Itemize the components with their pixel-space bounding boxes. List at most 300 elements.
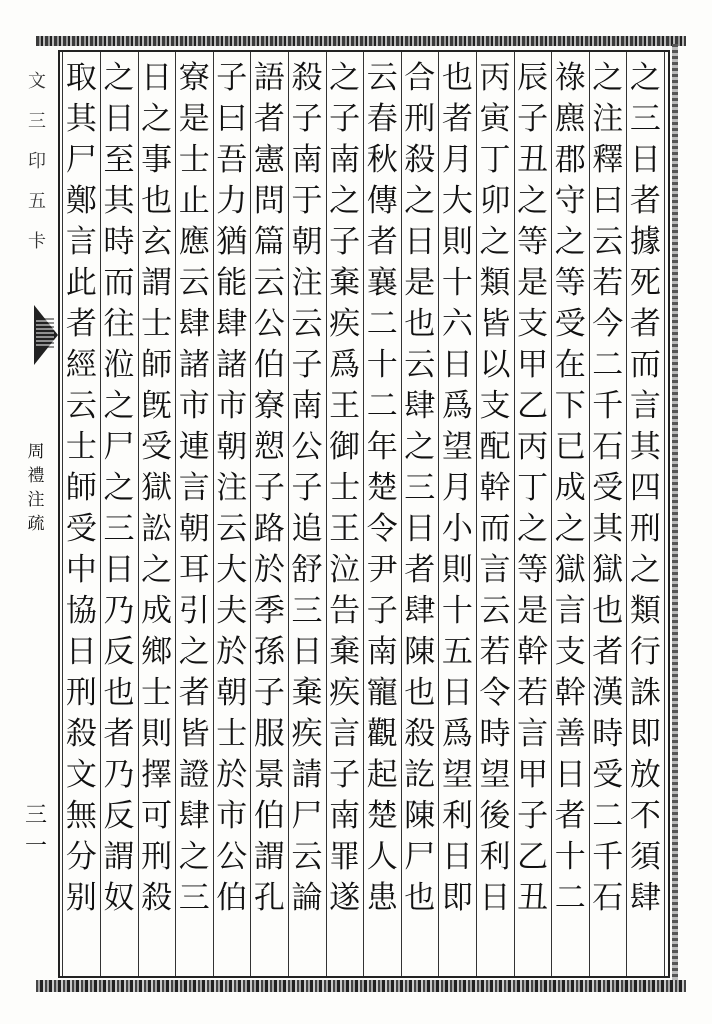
glyph: 泣 [329,552,361,588]
glyph: 丁 [517,470,549,506]
glyph: 南 [291,388,323,424]
glyph: 云 [366,60,398,96]
glyph: 云 [291,839,323,875]
glyph: 謂 [103,839,135,875]
glyph: 三 [103,511,135,547]
text-column [61,58,101,919]
glyph: 後 [479,798,511,834]
text-column [174,58,214,919]
glyph: 曰 [592,183,624,219]
glyph: 是 [517,265,549,301]
glyph: 子 [329,757,361,793]
glyph: 刑 [65,675,97,711]
glyph: 季 [253,593,285,629]
glyph: 棄 [291,675,323,711]
glyph: 而 [103,265,135,301]
glyph: 日 [479,880,511,916]
glyph: 尸 [65,142,97,178]
glyph: 者 [592,634,624,670]
glyph: 在 [554,347,586,383]
glyph: 語 [253,60,285,96]
text-column [475,58,515,919]
glyph: 中 [65,552,97,588]
right-border-band [672,44,678,984]
glyph: 於 [253,552,285,588]
glyph: 成 [554,470,586,506]
glyph: 子 [291,101,323,137]
glyph: 反 [103,634,135,670]
glyph: 時 [103,224,135,260]
glyph: 受 [592,757,624,793]
glyph: 取 [65,60,97,96]
glyph: 朝 [216,675,248,711]
glyph: 甲 [517,757,549,793]
glyph: 注 [592,101,624,137]
glyph: 祿 [554,60,586,96]
text-column [137,58,177,919]
glyph: 伯 [216,880,248,916]
glyph: 日 [404,224,436,260]
glyph: 大 [441,183,473,219]
glyph: 其 [103,183,135,219]
glyph: 乃 [103,593,135,629]
glyph: 善 [554,716,586,752]
glyph: 也 [404,675,436,711]
glyph: 三 [629,101,661,137]
glyph: 夫 [216,593,248,629]
glyph: 楚 [366,798,398,834]
glyph: 追 [291,511,323,547]
glyph: 止 [178,183,210,219]
glyph: 支 [517,306,549,342]
glyph: 丁 [479,142,511,178]
glyph: 獄 [592,552,624,588]
glyph: 受 [592,470,624,506]
glyph: 二 [592,798,624,834]
glyph: 楚 [366,470,398,506]
glyph: 幹 [479,470,511,506]
glyph: 之 [404,429,436,465]
glyph: 日 [141,60,173,96]
glyph: 鄉 [141,634,173,670]
fish-tail-hatch [36,318,54,348]
glyph: 諸 [216,347,248,383]
glyph: 千 [592,388,624,424]
glyph: 問 [253,183,285,219]
glyph: 子 [329,224,361,260]
glyph: 朝 [216,429,248,465]
glyph: 肆 [178,306,210,342]
glyph: 大 [216,552,248,588]
glyph: 十 [554,839,586,875]
glyph: 之 [479,224,511,260]
glyph: 寅 [479,101,511,137]
glyph: 守 [554,183,586,219]
glyph: 月 [441,470,473,506]
glyph: 年 [366,429,398,465]
glyph: 王 [329,511,361,547]
glyph: 三 [178,880,210,916]
glyph: 之 [329,183,361,219]
glyph: 皆 [479,306,511,342]
glyph: 云 [479,593,511,629]
glyph: 支 [479,388,511,424]
glyph: 二 [554,880,586,916]
glyph: 者 [629,306,661,342]
glyph: 也 [441,60,473,96]
glyph: 之 [141,101,173,137]
glyph: 訟 [141,511,173,547]
glyph: 日 [441,839,473,875]
glyph: 丙 [479,60,511,96]
glyph: 孫 [253,634,285,670]
glyph: 肆 [216,306,248,342]
glyph: 之 [329,60,361,96]
glyph: 曰 [216,101,248,137]
spine-title [22,440,50,536]
glyph: 引 [178,593,210,629]
glyph: 幹 [554,675,586,711]
glyph: 注 [216,470,248,506]
glyph: 也 [404,306,436,342]
glyph: 謂 [253,839,285,875]
glyph: 尸 [103,429,135,465]
glyph: 千 [592,839,624,875]
glyph: 注 [291,265,323,301]
glyph: 秋 [366,142,398,178]
glyph: 協 [65,593,97,629]
glyph: 士 [141,306,173,342]
glyph: 南 [291,142,323,178]
glyph: 疾 [329,306,361,342]
glyph: 其 [592,511,624,547]
glyph: 論 [291,880,323,916]
glyph: 類 [479,265,511,301]
glyph: 景 [253,757,285,793]
glyph: 經 [65,347,97,383]
glyph: 云 [178,265,210,301]
glyph: 丙 [517,429,549,465]
glyph: 陳 [404,634,436,670]
glyph: 者 [441,101,473,137]
glyph: 謂 [141,265,173,301]
margin-left-glyphs [24,62,50,262]
glyph: 下 [554,388,586,424]
glyph: 三 [291,593,323,629]
glyph: 其 [65,101,97,137]
glyph: 諸 [178,347,210,383]
glyph: 於 [216,634,248,670]
text-column [249,58,289,919]
glyph: 子 [329,101,361,137]
glyph: 言 [629,388,661,424]
glyph: 受 [554,306,586,342]
glyph: 師 [65,470,97,506]
glyph: 寵 [366,675,398,711]
glyph: 之 [554,511,586,547]
glyph: 殺 [291,60,323,96]
glyph: 三 [404,470,436,506]
glyph: 合 [404,60,436,96]
glyph: 云 [65,388,97,424]
glyph: 至 [103,142,135,178]
glyph: 日 [103,552,135,588]
glyph: 也 [103,675,135,711]
glyph: 漢 [592,675,624,711]
glyph: 于 [291,183,323,219]
text-column [99,58,139,919]
glyph: 文 [65,757,97,793]
glyph: 市 [216,388,248,424]
glyph: 則 [141,716,173,752]
glyph: 已 [554,429,586,465]
glyph: 憲 [253,142,285,178]
glyph: 若 [517,675,549,711]
glyph: 患 [366,880,398,916]
glyph: 之 [629,552,661,588]
glyph: 六 [441,306,473,342]
glyph: 鄭 [65,183,97,219]
glyph: 若 [479,634,511,670]
glyph: 肆 [178,798,210,834]
glyph: 子 [291,470,323,506]
glyph: 不 [629,798,661,834]
glyph: 乙 [517,388,549,424]
glyph: 石 [592,880,624,916]
glyph: 日 [65,634,97,670]
glyph: 應 [178,224,210,260]
glyph: 襄 [366,265,398,301]
glyph: 時 [479,716,511,752]
glyph: 子 [366,593,398,629]
glyph: 四 [629,470,661,506]
glyph: 放 [629,757,661,793]
glyph: 請 [291,757,323,793]
glyph: 市 [216,798,248,834]
glyph: 南 [329,142,361,178]
glyph: 傳 [366,183,398,219]
glyph: 石 [592,429,624,465]
glyph: 丑 [517,880,549,916]
glyph: 公 [216,839,248,875]
glyph: 起 [366,757,398,793]
glyph: 也 [592,593,624,629]
glyph: 日 [404,511,436,547]
text-column [437,58,477,919]
glyph: 而 [629,347,661,383]
margin-glyph: 文 [28,71,46,92]
glyph: 南 [329,798,361,834]
glyph: 力 [216,183,248,219]
glyph: 子 [253,675,285,711]
glyph: 南 [366,634,398,670]
glyph: 子 [517,798,549,834]
glyph: 行 [629,634,661,670]
glyph: 肆 [404,388,436,424]
glyph: 公 [291,429,323,465]
glyph: 此 [65,265,97,301]
glyph: 郡 [554,142,586,178]
glyph: 日 [554,757,586,793]
margin-glyph: 五 [28,191,46,212]
glyph: 殺 [404,142,436,178]
glyph: 奴 [103,880,135,916]
glyph: 舒 [291,552,323,588]
glyph: 爲 [329,347,361,383]
glyph: 士 [141,675,173,711]
glyph: 告 [329,593,361,629]
glyph: 孔 [253,880,285,916]
glyph: 是 [404,265,436,301]
margin-glyph: 周 [27,442,45,462]
glyph: 能 [216,265,248,301]
glyph: 以 [479,347,511,383]
glyph: 受 [65,511,97,547]
glyph: 則 [441,224,473,260]
glyph: 言 [329,716,361,752]
glyph: 幹 [517,634,549,670]
glyph: 獄 [141,470,173,506]
glyph: 之 [404,183,436,219]
glyph: 死 [629,265,661,301]
glyph: 王 [329,388,361,424]
glyph: 子 [216,60,248,96]
glyph: 支 [554,634,586,670]
glyph: 等 [517,224,549,260]
margin-glyph: 疏 [27,514,45,534]
glyph: 殺 [404,716,436,752]
glyph: 士 [178,142,210,178]
glyph: 是 [178,101,210,137]
margin-glyph: 卡 [28,231,46,252]
glyph: 殺 [65,716,97,752]
glyph: 朝 [178,511,210,547]
glyph: 卯 [479,183,511,219]
glyph: 肆 [404,593,436,629]
glyph: 令 [479,675,511,711]
glyph: 愬 [253,429,285,465]
glyph: 乙 [517,839,549,875]
text-column [287,58,327,919]
glyph: 即 [629,716,661,752]
glyph: 市 [178,388,210,424]
glyph: 云 [592,224,624,260]
glyph: 罪 [329,839,361,875]
page-number: 三一 [24,803,47,859]
glyph: 月 [441,142,473,178]
text-column [362,58,402,919]
glyph: 者 [178,675,210,711]
glyph: 二 [366,388,398,424]
glyph: 而 [479,511,511,547]
glyph: 辰 [517,60,549,96]
glyph: 肆 [629,880,661,916]
glyph: 則 [441,552,473,588]
text-column [325,58,365,919]
glyph: 皆 [178,716,210,752]
text-column [550,58,590,919]
glyph: 於 [216,757,248,793]
glyph: 誅 [629,675,661,711]
glyph: 别 [65,880,97,916]
glyph: 爲 [441,716,473,752]
glyph: 即 [441,880,473,916]
glyph: 子 [253,470,285,506]
glyph: 棄 [329,265,361,301]
glyph: 遂 [329,880,361,916]
glyph: 涖 [103,347,135,383]
glyph: 刑 [404,101,436,137]
glyph: 麃 [554,101,586,137]
glyph: 云 [253,265,285,301]
glyph: 之 [103,470,135,506]
glyph: 者 [103,716,135,752]
text-column [625,58,665,919]
glyph: 日 [291,634,323,670]
glyph: 二 [366,306,398,342]
glyph: 連 [178,429,210,465]
glyph: 士 [65,429,97,465]
glyph: 路 [253,511,285,547]
glyph: 據 [629,224,661,260]
glyph: 言 [65,224,97,260]
glyph: 若 [592,265,624,301]
glyph: 公 [253,306,285,342]
glyph: 之 [629,60,661,96]
glyph: 疾 [291,716,323,752]
glyph: 小 [441,511,473,547]
glyph: 五 [441,634,473,670]
glyph: 之 [517,511,549,547]
glyph: 擇 [141,757,173,793]
glyph: 配 [479,429,511,465]
glyph: 玄 [141,224,173,260]
glyph: 尹 [366,552,398,588]
glyph: 者 [253,101,285,137]
glyph: 日 [441,675,473,711]
glyph: 等 [517,552,549,588]
glyph: 云 [291,306,323,342]
glyph: 也 [141,183,173,219]
top-border-band [36,36,686,46]
glyph: 也 [404,880,436,916]
glyph: 丑 [517,142,549,178]
glyph: 日 [629,142,661,178]
bottom-border-band [36,980,686,992]
glyph: 其 [629,429,661,465]
glyph: 十 [366,347,398,383]
glyph: 御 [329,429,361,465]
glyph: 言 [479,552,511,588]
margin-glyph: 注 [27,490,45,510]
glyph: 是 [517,593,549,629]
glyph: 云 [404,347,436,383]
glyph: 耳 [178,552,210,588]
glyph: 吾 [216,142,248,178]
glyph: 等 [554,265,586,301]
glyph: 殺 [141,880,173,916]
glyph: 之 [554,224,586,260]
glyph: 無 [65,798,97,834]
glyph: 尸 [404,839,436,875]
glyph: 尸 [291,798,323,834]
glyph: 事 [141,142,173,178]
glyph: 寮 [178,60,210,96]
glyph: 十 [441,593,473,629]
glyph: 猶 [216,224,248,260]
glyph: 訖 [404,757,436,793]
glyph: 時 [592,716,624,752]
